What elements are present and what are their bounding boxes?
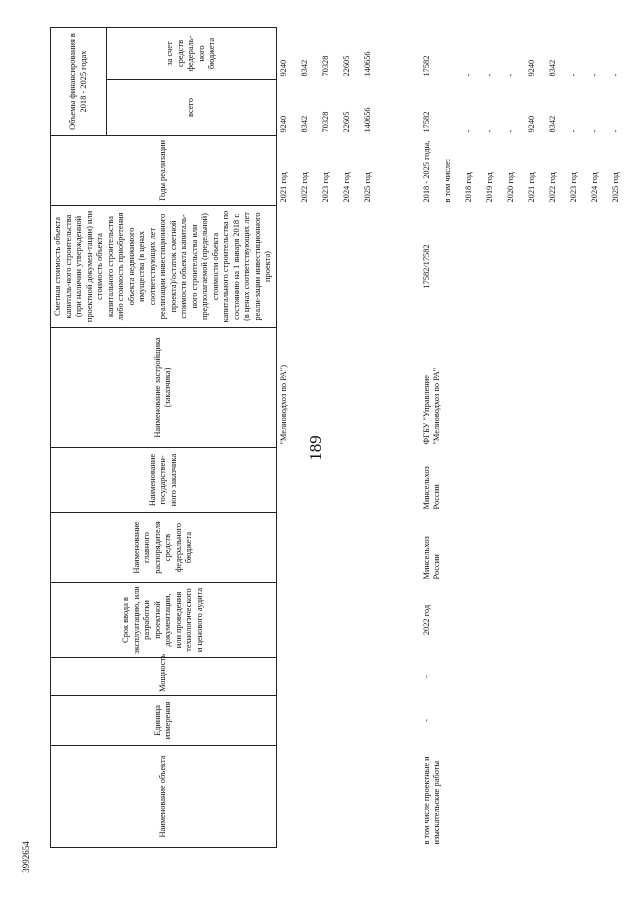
federal-cell: 8342 xyxy=(299,59,309,77)
federal-cell: - xyxy=(505,73,515,77)
header-financing: Объемы финансирования в 2018 - 2025 годах xyxy=(51,27,107,135)
year-cell: 2023 год xyxy=(568,172,578,203)
document-code: 3992654 xyxy=(21,841,31,873)
total-cell: - xyxy=(484,129,494,133)
year-cell: 2021 год xyxy=(278,172,288,203)
year-cell: 2024 год xyxy=(589,172,599,203)
header-chief-manager: Наименование главного распорядителя средств федерального бюджета xyxy=(51,513,277,583)
period-year-cell: 2018 - 2025 годы, xyxy=(421,140,431,203)
federal-cell: - xyxy=(463,73,473,77)
header-developer: Наименование застройщика (заказчика) xyxy=(51,328,277,448)
capacity-cell: - xyxy=(421,675,431,678)
header-estimated-cost: Сметная стоимость объекта капиталь-ного строительства (при наличии утвержденной проектной докумен-тации) или стоимость объекта капитального строительства либо стоимость приобретения объекта недвижимого имущества (в ценах соответствующих лет реализации инвестиционного проекта)/остаток сметной стоимости объекта капиталь-ного строительства или предполагаемой (предельной) стоимости объекта капитального строительства по состоянию на 1 января 2018 г. (в ценах соответствующих лет реали-зации инвестиционного проекта) xyxy=(51,206,277,328)
total-cell: 8342 xyxy=(299,115,309,133)
header-capacity: Мощность xyxy=(51,658,277,696)
federal-cell: - xyxy=(589,73,599,77)
total-cell: 9240 xyxy=(526,115,536,133)
federal-cell: 9240 xyxy=(526,59,536,77)
total-cell: - xyxy=(505,129,515,133)
estimated-cost-cell: 17582/17582 xyxy=(421,244,431,289)
year-cell: 2023 год xyxy=(320,172,330,203)
federal-cell: - xyxy=(484,73,494,77)
including-label: в том числе: xyxy=(442,158,452,203)
unit-cell: - xyxy=(421,719,431,722)
year-cell: 2020 год xyxy=(505,172,515,203)
investment-table xyxy=(50,27,630,848)
year-cell: 2024 год xyxy=(341,172,351,203)
federal-cell: - xyxy=(610,73,620,77)
federal-cell: 9240 xyxy=(278,59,288,77)
federal-cell: 70328 xyxy=(320,55,330,77)
year-cell: 2018 год xyxy=(463,172,473,203)
year-cell: 2022 год xyxy=(299,172,309,203)
header-total: всего xyxy=(107,80,276,136)
total-cell: 9240 xyxy=(278,115,288,133)
developer-cell: ФГБУ "Управление "Мелиоводхоз по РА" xyxy=(421,367,441,445)
year-cell: 2025 год xyxy=(610,172,620,203)
total-cell: 8342 xyxy=(547,115,557,133)
object-name-cell: в том числе проектные и изыскательские работы xyxy=(421,756,441,845)
page-number: 189 xyxy=(306,435,325,461)
period-federal-cell: 17582 xyxy=(421,55,431,77)
year-cell: 2021 год xyxy=(526,172,536,203)
federal-cell: 8342 xyxy=(547,59,557,77)
header-years: Годы реализации xyxy=(51,136,277,206)
federal-cell: 22605 xyxy=(341,55,351,77)
year-cell: 2025 год xyxy=(362,172,372,203)
total-cell: - xyxy=(610,129,620,133)
total-cell: - xyxy=(568,129,578,133)
year-cell: 2022 год xyxy=(547,172,557,203)
total-cell: - xyxy=(589,129,599,133)
header-commission-term: Срок ввода в эксплуатацию, или разработки проектной документации, или проведения технологического и ценового аудита xyxy=(51,583,277,658)
header-unit: Единица измерения xyxy=(51,696,277,746)
total-cell: 70328 xyxy=(320,111,330,133)
table-sheet xyxy=(50,28,635,848)
federal-cell: 140656 xyxy=(362,51,372,77)
total-cell: 140656 xyxy=(362,107,372,133)
total-cell: 22605 xyxy=(341,111,351,133)
chief-manager-cell: Минсельхоз России xyxy=(421,536,441,580)
header-federal: за счет средств федераль-ного бюджета xyxy=(107,27,276,79)
commission-term-cell: 2022 год xyxy=(421,604,431,636)
federal-cell: - xyxy=(568,73,578,77)
year-cell: 2019 год xyxy=(484,172,494,203)
total-cell: - xyxy=(463,129,473,133)
developer-tail: "Мелиоводхоз по РА") xyxy=(278,365,288,445)
header-object-name: Наименование объекта xyxy=(51,746,277,848)
period-total-cell: 17582 xyxy=(421,111,431,133)
state-customer-cell: Минсельхоз России xyxy=(421,466,441,510)
header-state-customer: Наименование государствен-ного заказчика xyxy=(51,448,277,513)
